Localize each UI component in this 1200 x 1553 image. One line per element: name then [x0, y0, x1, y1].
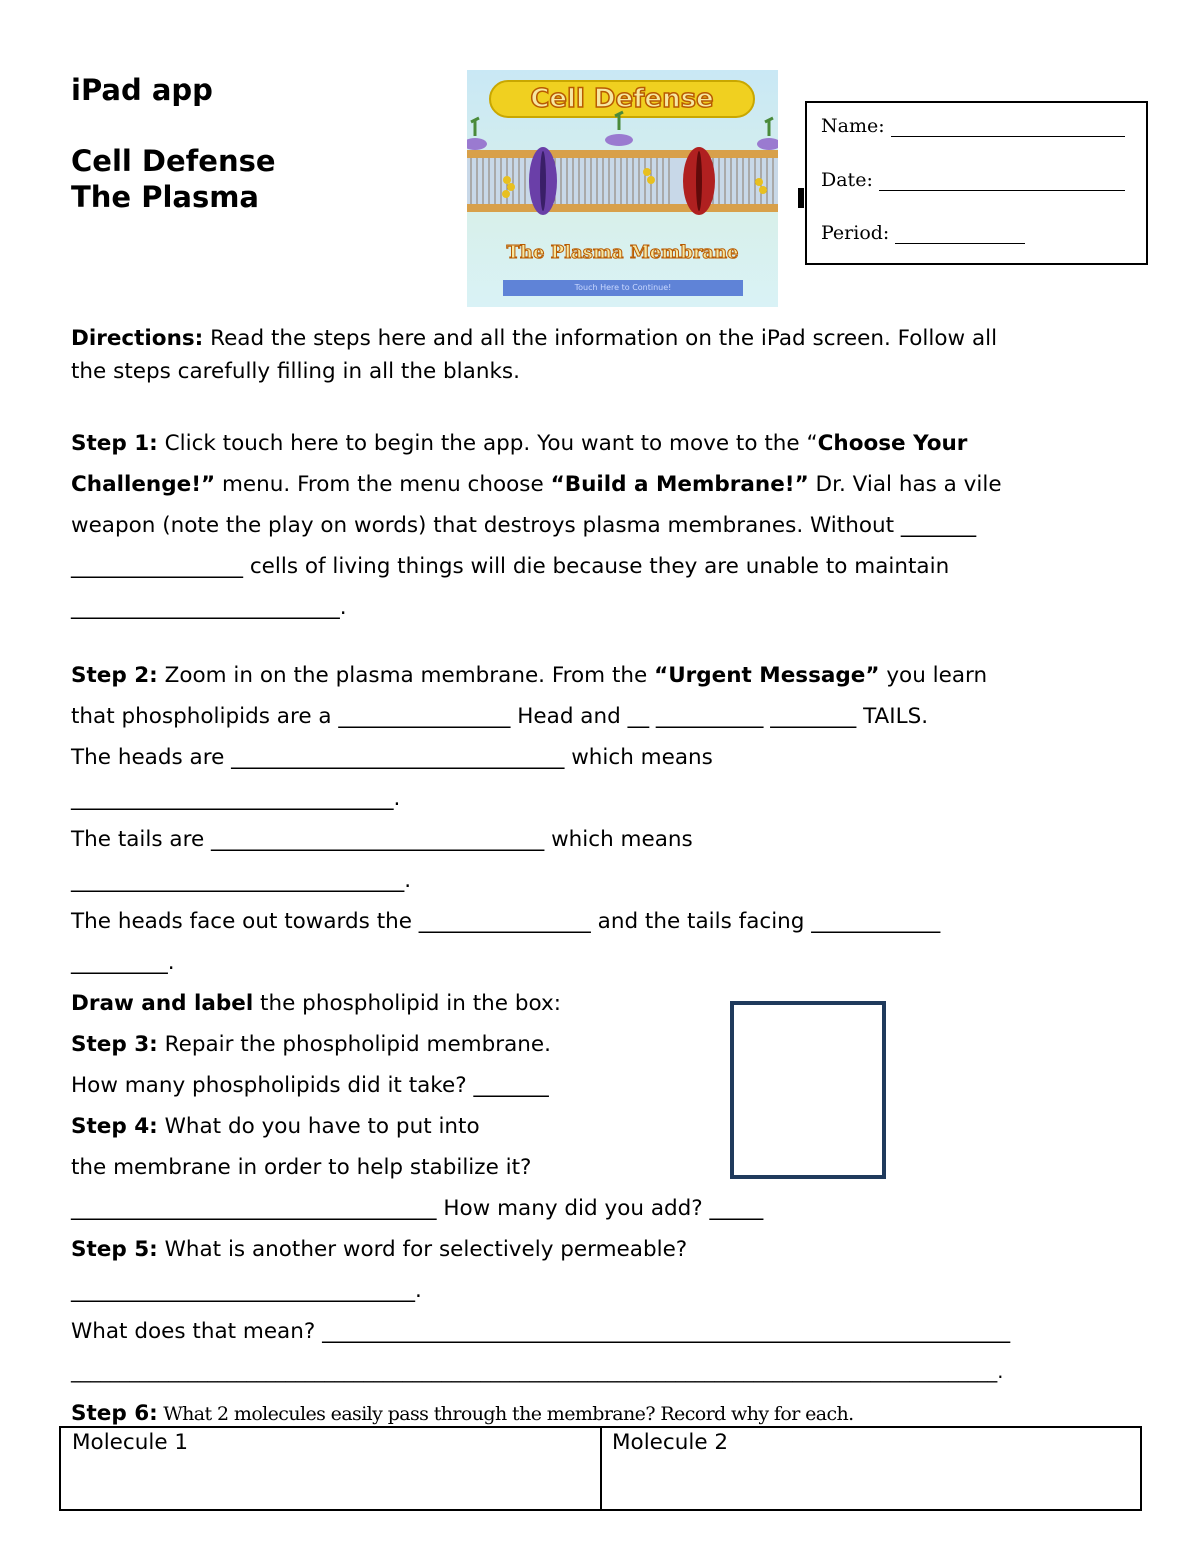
step2-line-8: _________.: [71, 950, 175, 975]
membrane-heads-top: [467, 150, 778, 158]
molecule-2-header: Molecule 2: [612, 1430, 729, 1455]
molecule-1-header: Molecule 1: [72, 1430, 189, 1455]
receptor-proteins: [471, 112, 773, 136]
directions-line-1: Directions: Read the steps here and all the information on the iPad screen. Follow all: [71, 326, 998, 351]
step2-line-1: Step 2: Zoom in on the plasma membrane. From the “Urgent Message” you learn: [71, 663, 988, 688]
step5-line-3: What does that mean? ________________________________________________________________: [71, 1319, 1011, 1344]
cell-defense-banner-image: [467, 70, 778, 307]
step3-line-1: Step 3: Repair the phospholipid membrane.: [71, 1032, 551, 1057]
header-cell-defense: Cell Defense: [71, 144, 276, 178]
step5-line-4: _______________________________________________________________________________________________.: [71, 1360, 1004, 1383]
receptor-base: [467, 138, 487, 150]
molecule-table: [59, 1426, 1142, 1511]
period-label: Period:: [821, 222, 890, 244]
step1-line-1: Step 1: Click touch here to begin the app. You want to move to the “Choose Your: [71, 431, 968, 456]
name-blank[interactable]: [891, 136, 1125, 137]
step2-line-2: that phospholipids are a ________________ Head and __ __________ ________ TAILS.: [71, 704, 929, 729]
membrane-illustration: [467, 70, 778, 307]
step6-line: Step 6: What 2 molecules easily pass through the membrane? Record why for each.: [71, 1401, 854, 1426]
student-info-box: [805, 101, 1148, 265]
step5-line-2: ________________________________.: [71, 1278, 422, 1303]
step4-line-3: __________________________________ How many did you add? _____: [71, 1196, 764, 1221]
phospholipid-drawing-box[interactable]: [730, 1001, 886, 1179]
banner-continue-button: Touch Here to Continue!: [503, 280, 743, 296]
directions-line-2: the steps carefully filling in all the blanks.: [71, 359, 520, 384]
table-column-divider: [600, 1428, 602, 1509]
step1-line-2: Challenge!” menu. From the menu choose “Build a Membrane!” Dr. Vial has a vile: [71, 472, 1002, 497]
step4-line-1: Step 4: What do you have to put into: [71, 1114, 480, 1139]
membrane-heads-bottom: [467, 204, 778, 212]
box-edge-mark: [798, 188, 804, 208]
date-blank[interactable]: [879, 190, 1125, 191]
step4-line-2: the membrane in order to help stabilize it?: [71, 1155, 532, 1180]
step2-line-3: The heads are _______________________________ which means: [71, 745, 713, 770]
date-label: Date:: [821, 169, 873, 191]
step2-line-5: The tails are _______________________________ which means: [71, 827, 693, 852]
banner-title: Cell Defense: [530, 84, 714, 114]
step2-line-4: ______________________________.: [71, 786, 401, 811]
header-ipad-app: iPad app: [71, 73, 213, 107]
banner-subtitle: The Plasma Membrane: [506, 242, 739, 263]
step2-line-6: _______________________________.: [71, 868, 412, 893]
step1-line-4: ________________ cells of living things will die because they are unable to maintain: [71, 554, 950, 579]
draw-instruction: Draw and label the phospholipid in the box:: [71, 991, 561, 1016]
step1-line-3: weapon (note the play on words) that destroys plasma membranes. Without _______: [71, 513, 977, 538]
step5-line-1: Step 5: What is another word for selectively permeable?: [71, 1237, 688, 1262]
step2-line-7: The heads face out towards the ________________ and the tails facing ____________: [71, 909, 941, 934]
header-the-plasma: The Plasma: [71, 180, 260, 214]
receptor-base: [605, 134, 633, 146]
period-blank[interactable]: [895, 243, 1025, 244]
step3-line-2: How many phospholipids did it take? _______: [71, 1073, 549, 1098]
step1-line-5: _________________________.: [71, 595, 347, 620]
receptor-base: [757, 138, 778, 150]
name-label: Name:: [821, 115, 885, 137]
